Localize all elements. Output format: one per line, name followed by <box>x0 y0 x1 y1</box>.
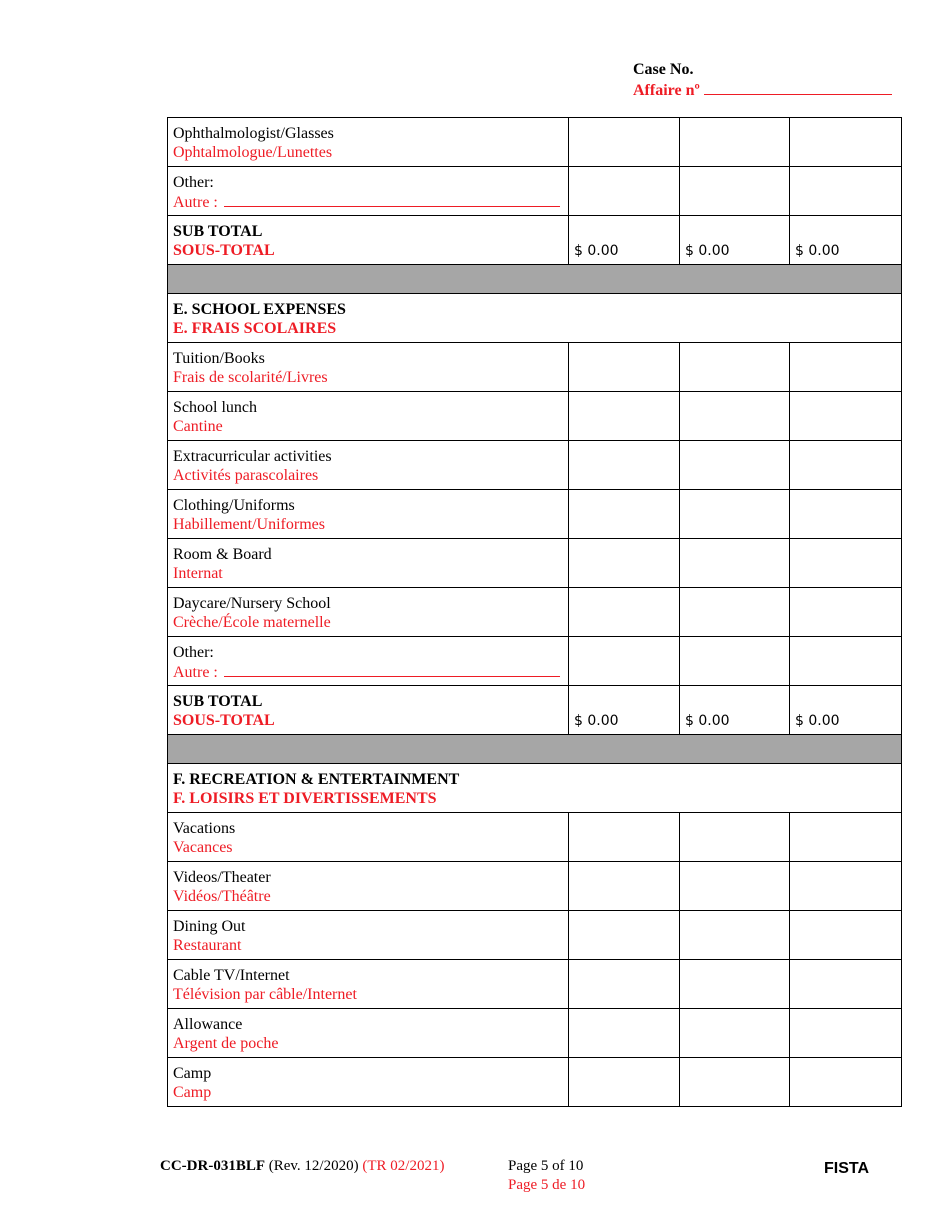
amount-cell-3[interactable] <box>790 637 902 686</box>
expense-row <box>168 118 902 167</box>
page-number-fr: Page 5 de 10 <box>508 1177 586 1193</box>
expense-label-en: Allowance <box>173 1016 243 1033</box>
expense-label <box>168 1058 569 1107</box>
expense-row <box>168 588 902 637</box>
amount-cell-1[interactable] <box>569 813 680 862</box>
expense-label-fr: Autre : <box>173 663 218 681</box>
expense-label-fr: Camp <box>173 1084 212 1101</box>
expense-row <box>168 343 902 392</box>
expense-row <box>168 167 902 216</box>
separator-cell <box>168 735 902 764</box>
amount-cell-1[interactable] <box>569 392 680 441</box>
section-title-en: E. SCHOOL EXPENSES <box>173 301 346 318</box>
expense-label-en: Other: <box>173 643 214 661</box>
expense-row <box>168 1009 902 1058</box>
amount-cell-2[interactable] <box>680 392 790 441</box>
subtotal-row <box>168 686 902 735</box>
amount-cell-1[interactable] <box>569 1009 680 1058</box>
expense-label-en: Videos/Theater <box>173 869 271 886</box>
amount-cell-2[interactable] <box>680 911 790 960</box>
subtotal-amount-1: $ 0.00 <box>569 686 680 735</box>
amount-cell-2[interactable] <box>680 539 790 588</box>
expense-label <box>168 392 569 441</box>
subtotal-amount-2: $ 0.00 <box>680 216 790 265</box>
section-header-row <box>168 294 902 343</box>
expense-row <box>168 539 902 588</box>
expense-label-fr: Argent de poche <box>173 1035 279 1052</box>
expense-label-en: Cable TV/Internet <box>173 967 290 984</box>
expense-row <box>168 441 902 490</box>
expense-row <box>168 911 902 960</box>
amount-cell-2[interactable] <box>680 1009 790 1058</box>
agency-label: FISTA <box>824 1160 870 1177</box>
amount-cell-3[interactable] <box>790 960 902 1009</box>
expense-label-fr: Vidéos/Théâtre <box>173 888 271 905</box>
amount-cell-2[interactable] <box>680 862 790 911</box>
subtotal-label <box>168 686 569 735</box>
amount-cell-1[interactable] <box>569 490 680 539</box>
expense-label-en: Dining Out <box>173 918 246 935</box>
section-title-en: F. RECREATION & ENTERTAINMENT <box>173 771 460 788</box>
separator-row <box>168 735 902 764</box>
subtotal-label-fr: SOUS-TOTAL <box>173 242 275 259</box>
expense-label-en: Room & Board <box>173 546 272 563</box>
amount-cell-1[interactable] <box>569 539 680 588</box>
form-translation: (TR 02/2021) <box>362 1158 445 1174</box>
expense-label-en: Tuition/Books <box>173 350 265 367</box>
expense-label <box>168 813 569 862</box>
other-description-field[interactable] <box>224 662 560 677</box>
case-number-block <box>633 60 892 101</box>
amount-cell-3[interactable] <box>790 539 902 588</box>
expense-label-en: School lunch <box>173 399 257 416</box>
separator-cell <box>168 265 902 294</box>
expense-label <box>168 441 569 490</box>
expense-label <box>168 911 569 960</box>
expense-label-fr-line <box>173 192 563 212</box>
expense-label-en: Daycare/Nursery School <box>173 595 331 612</box>
form-code-block <box>160 1157 444 1176</box>
other-description-field[interactable] <box>224 192 560 207</box>
subtotal-amount-2: $ 0.00 <box>680 686 790 735</box>
section-title-fr: E. FRAIS SCOLAIRES <box>173 320 337 337</box>
amount-cell-1[interactable] <box>569 960 680 1009</box>
amount-cell-1[interactable] <box>569 588 680 637</box>
separator-row <box>168 265 902 294</box>
expense-row <box>168 960 902 1009</box>
expense-row <box>168 637 902 686</box>
expense-row <box>168 813 902 862</box>
expense-label-en: Other: <box>173 173 214 191</box>
amount-cell-1[interactable] <box>569 118 680 167</box>
expense-table-body <box>168 118 902 1107</box>
subtotal-amount-1: $ 0.00 <box>569 216 680 265</box>
case-label-en: Case No. <box>633 61 694 78</box>
expense-label-en: Extracurricular activities <box>173 448 332 465</box>
amount-cell-2[interactable] <box>680 167 790 216</box>
amount-cell-3[interactable] <box>790 1058 902 1107</box>
expense-label <box>168 118 569 167</box>
expense-label-fr: Cantine <box>173 418 223 435</box>
amount-cell-3[interactable] <box>790 911 902 960</box>
amount-cell-2[interactable] <box>680 490 790 539</box>
case-label-fr-line <box>633 80 892 101</box>
amount-cell-3[interactable] <box>790 1009 902 1058</box>
amount-cell-3[interactable] <box>790 343 902 392</box>
expense-label-fr: Frais de scolarité/Livres <box>173 369 328 386</box>
subtotal-label <box>168 216 569 265</box>
subtotal-amount-3: $ 0.00 <box>790 686 902 735</box>
expense-label-en: Clothing/Uniforms <box>173 497 295 514</box>
amount-cell-3[interactable] <box>790 862 902 911</box>
expense-label <box>168 862 569 911</box>
expense-label-fr: Télévision par câble/Internet <box>173 986 357 1003</box>
expense-label-fr-line <box>173 662 563 682</box>
expense-label <box>168 1009 569 1058</box>
expense-label-en: Ophthalmologist/Glasses <box>173 125 334 142</box>
form-code: CC-DR-031BLF <box>160 1158 265 1174</box>
expense-label-fr: Crèche/École maternelle <box>173 614 331 631</box>
expense-label-fr: Activités parascolaires <box>173 467 319 484</box>
expense-row <box>168 490 902 539</box>
expense-label-fr: Restaurant <box>173 937 242 954</box>
expense-label-fr: Ophtalmologue/Lunettes <box>173 144 333 161</box>
amount-cell-1[interactable] <box>569 862 680 911</box>
expense-label <box>168 539 569 588</box>
amount-cell-2[interactable] <box>680 960 790 1009</box>
amount-cell-1[interactable] <box>569 1058 680 1107</box>
subtotal-row <box>168 216 902 265</box>
case-number-field[interactable] <box>704 80 892 95</box>
expense-label <box>168 167 569 216</box>
section-header-cell <box>168 764 902 813</box>
subtotal-label-fr: SOUS-TOTAL <box>173 712 275 729</box>
expense-label-en: Camp <box>173 1065 212 1082</box>
amount-cell-2[interactable] <box>680 343 790 392</box>
amount-cell-1[interactable] <box>569 637 680 686</box>
expense-row <box>168 862 902 911</box>
amount-cell-2[interactable] <box>680 441 790 490</box>
section-header-row <box>168 764 902 813</box>
expense-label <box>168 343 569 392</box>
expense-label <box>168 960 569 1009</box>
amount-cell-1[interactable] <box>569 441 680 490</box>
expense-row <box>168 392 902 441</box>
amount-cell-2[interactable] <box>680 637 790 686</box>
amount-cell-1[interactable] <box>569 343 680 392</box>
case-label-fr: Affaire nº <box>633 82 700 99</box>
amount-cell-3[interactable] <box>790 813 902 862</box>
amount-cell-3[interactable] <box>790 441 902 490</box>
form-revision: (Rev. 12/2020) <box>268 1158 359 1174</box>
subtotal-label-en: SUB TOTAL <box>173 223 263 240</box>
amount-cell-3[interactable] <box>790 588 902 637</box>
subtotal-amount-3: $ 0.00 <box>790 216 902 265</box>
expense-table <box>167 117 902 1107</box>
expense-label <box>168 490 569 539</box>
section-title-fr: F. LOISIRS ET DIVERTISSEMENTS <box>173 790 437 807</box>
amount-cell-2[interactable] <box>680 118 790 167</box>
expense-row <box>168 1058 902 1107</box>
page-number-block <box>508 1157 585 1195</box>
expense-label-fr: Autre : <box>173 193 218 211</box>
page-number-en: Page 5 of 10 <box>508 1158 584 1174</box>
amount-cell-3[interactable] <box>790 118 902 167</box>
amount-cell-1[interactable] <box>569 911 680 960</box>
amount-cell-2[interactable] <box>680 588 790 637</box>
expense-label <box>168 588 569 637</box>
amount-cell-3[interactable] <box>790 167 902 216</box>
amount-cell-2[interactable] <box>680 1058 790 1107</box>
section-header-cell <box>168 294 902 343</box>
amount-cell-2[interactable] <box>680 813 790 862</box>
amount-cell-1[interactable] <box>569 167 680 216</box>
expense-label-fr: Internat <box>173 565 223 582</box>
subtotal-label-en: SUB TOTAL <box>173 693 263 710</box>
expense-label-en: Vacations <box>173 820 236 837</box>
expense-label <box>168 637 569 686</box>
expense-label-fr: Vacances <box>173 839 233 856</box>
amount-cell-3[interactable] <box>790 490 902 539</box>
expense-label-fr: Habillement/Uniformes <box>173 516 325 533</box>
amount-cell-3[interactable] <box>790 392 902 441</box>
